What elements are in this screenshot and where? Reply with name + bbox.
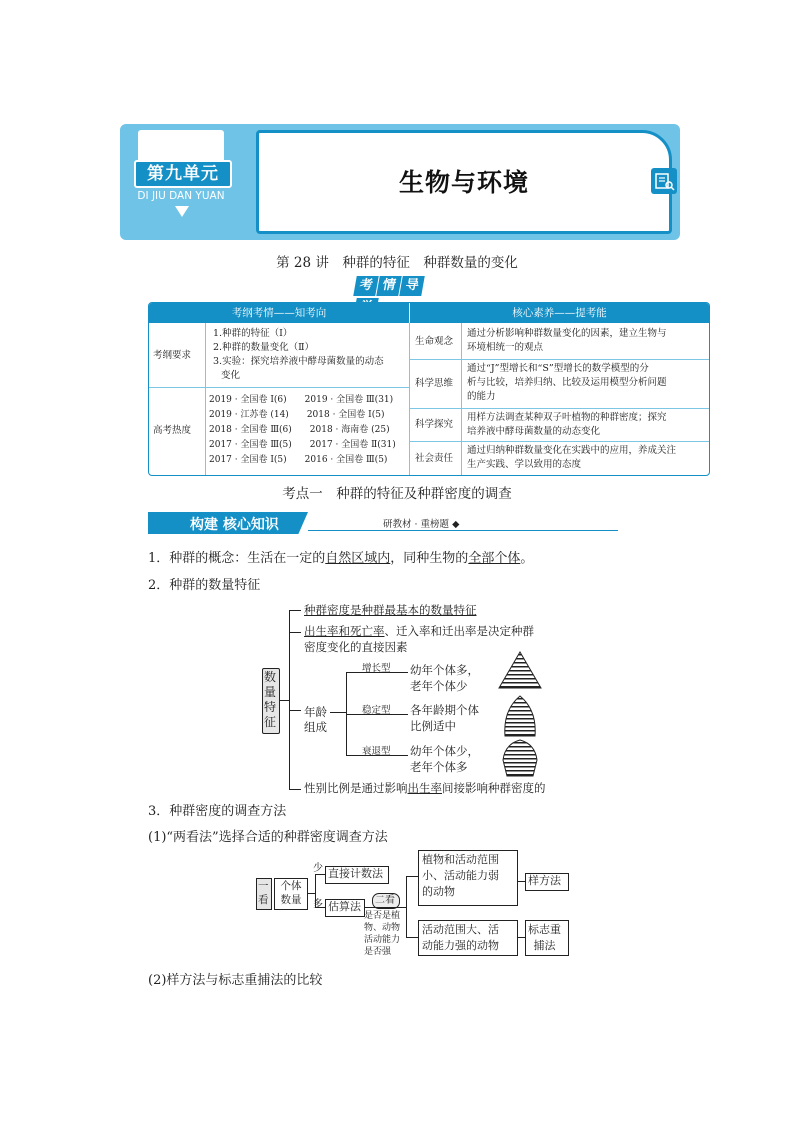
text: 小、活动能力弱 <box>422 869 499 882</box>
paragraph-3a: (1)“两看法”选择合适的种群密度调查方法 <box>148 830 388 845</box>
cell-line: 2019 · 江苏卷 (14) 2018 · 全国卷 Ⅰ(5) <box>209 410 385 420</box>
unit-pinyin: DI JIU DAN YUAN <box>137 190 225 202</box>
type-name: 增长型 <box>362 663 391 674</box>
cell-line: 2018 · 全国卷 Ⅲ(6) 2018 · 海南卷 (25) <box>209 425 390 435</box>
cell-line: 1.种群的特征（Ⅰ） <box>213 328 293 339</box>
mark-recapture-text <box>528 922 561 954</box>
row-label: 生命观念 <box>415 336 454 347</box>
cell-text <box>213 327 384 383</box>
direct-count-label: 直接计数法 <box>328 867 383 880</box>
text: 是否是植 <box>364 911 401 921</box>
cell-text <box>467 444 676 472</box>
type-desc <box>410 662 479 694</box>
type-desc <box>410 743 479 775</box>
text: 全部个体 <box>468 551 521 566</box>
text: 性别比例是通过影响 <box>304 781 408 795</box>
text: 植物和活动范围 <box>422 853 499 866</box>
birth-line <box>304 624 534 638</box>
cell-line: 培养液中酵母菌数量的动态变化 <box>467 426 601 437</box>
overview-table <box>148 302 710 476</box>
knowledge-bar <box>148 512 678 534</box>
book-icon <box>651 168 677 194</box>
density-line <box>304 603 477 617</box>
unit-badge <box>128 130 234 230</box>
count-label: 个体数量 <box>280 880 302 906</box>
cell-line: 通过“J”型增长和“S”型增长的数学模型的分 <box>467 363 649 374</box>
cell-line: 环境相统一的观点 <box>467 342 544 353</box>
bar-subtitle: 研教材 · 重榜题 ◆ <box>383 519 460 530</box>
row-label: 科学思维 <box>415 378 454 389</box>
text: 老年个体多 <box>410 760 468 774</box>
text: 出生率 <box>407 781 442 795</box>
type-name: 衰退型 <box>362 746 391 757</box>
cell-line: 生产实践、学以致用的态度 <box>467 459 582 470</box>
paragraph-3: 3．种群密度的调查方法 <box>148 804 287 819</box>
animal-text <box>422 922 499 954</box>
text: 活动能力 <box>364 935 401 945</box>
text: 物、动物 <box>364 923 401 933</box>
badge-char: 导 <box>399 276 425 296</box>
text: 1．种群的概念：生活在一定的 <box>148 551 326 566</box>
cell-line: 析与比较，培养归纳、比较及运用模型分析问题 <box>467 377 667 388</box>
text: ，同种生物的 <box>390 551 469 566</box>
text: 幼年个体多， <box>410 663 479 677</box>
badge-top <box>138 130 224 164</box>
cell-line: 的能力 <box>467 391 496 402</box>
cell-line: 2.种群的数量变化（Ⅱ） <box>213 342 315 353</box>
text: 动能力强的动物 <box>422 939 499 952</box>
text: 种群密度是种群最基本的数量特征 <box>304 603 477 617</box>
cell-text <box>209 393 396 468</box>
cell-line: 2017 · 全国卷 Ⅰ(5) 2016 · 全国卷 Ⅲ(5) <box>209 455 388 465</box>
cell-line: 变化 <box>221 370 241 381</box>
estimate-label: 估算法 <box>328 900 361 913</box>
quadrat-label: 样方法 <box>528 874 561 887</box>
text: 活动范围大、活 <box>422 923 499 936</box>
badge-char: 考 <box>353 276 379 296</box>
birth-line-2: 密度变化的直接因素 <box>304 640 408 654</box>
text: 。 <box>520 551 534 566</box>
text: 幼年个体少， <box>410 744 479 758</box>
type-name: 稳定型 <box>362 705 391 716</box>
text: 自然区域内 <box>325 551 391 566</box>
bar-line <box>308 530 618 531</box>
text: 间接影响种群密度的 <box>442 781 546 795</box>
table-header-right: 核心素养——提考能 <box>410 303 709 323</box>
age-pyramid-icons <box>495 650 545 780</box>
unit-title: 生物与环境 <box>398 168 529 197</box>
row-label: 社会责任 <box>415 453 454 464</box>
text: 捕法 <box>533 939 556 952</box>
root-label: 数量特征 <box>264 670 277 729</box>
text: 标志重 <box>528 923 561 936</box>
text: 是否强 <box>364 947 392 957</box>
paragraph-1 <box>148 550 533 568</box>
type-desc <box>410 702 479 734</box>
bar-title: 构建 核心知识 <box>190 517 279 533</box>
cell-line: 通过分析影响种群数量变化的因素，建立生物与 <box>467 328 667 339</box>
text: 老年个体少 <box>410 679 468 693</box>
unit-name: 第九单元 <box>134 160 232 188</box>
paragraph-2: 2．种群的数量特征 <box>148 578 261 593</box>
cell-text <box>467 411 667 439</box>
section-badge <box>355 274 445 296</box>
first-look-label: 一看 <box>258 880 269 906</box>
cell-line: 用样方法调查某种双子叶植物的种群密度；探究 <box>467 412 667 423</box>
cell-line: 2019 · 全国卷 Ⅰ(6) 2019 · 全国卷 Ⅲ(31) <box>209 395 394 405</box>
text: 比例适中 <box>410 719 456 733</box>
row-label: 考纲要求 <box>153 350 192 361</box>
sex-ratio-line <box>304 781 546 795</box>
text: 的动物 <box>422 885 455 898</box>
paragraph-3b: (2)样方法与标志重捕法的比较 <box>148 973 323 988</box>
table-header-left: 考纲考情——知考向 <box>149 303 409 323</box>
badge-char: 情 <box>376 276 402 296</box>
many-label: 多 <box>313 899 323 910</box>
cell-line: 3.实验：探究培养液中酵母菌数量的动态 <box>213 356 384 367</box>
text: 出生率和死亡率 <box>304 624 385 638</box>
row-label: 科学探究 <box>415 419 454 430</box>
cell-line: 2017 · 全国卷 Ⅲ(5) 2017 · 全国卷 Ⅱ(31) <box>209 440 396 450</box>
question-text <box>364 910 400 958</box>
down-triangle-icon <box>175 206 189 217</box>
cell-line: 通过归纳种群数量变化在实践中的应用，养成关注 <box>467 445 677 456</box>
few-label: 少 <box>313 863 323 874</box>
age-label: 年龄组成 <box>304 705 327 734</box>
second-look-label: 二看 <box>375 895 395 906</box>
cell-text <box>467 362 667 404</box>
text: 各年龄期个体 <box>410 703 479 717</box>
text: 、迁入率和迁出率是决定种群 <box>384 624 534 638</box>
row-label: 高考热度 <box>153 425 192 436</box>
plant-text <box>422 852 499 900</box>
lecture-title: 第 28 讲 种群的特征 种群数量的变化 <box>276 255 518 271</box>
cell-text <box>467 327 667 355</box>
section-title: 考点一 种群的特征及种群密度的调查 <box>282 486 512 502</box>
